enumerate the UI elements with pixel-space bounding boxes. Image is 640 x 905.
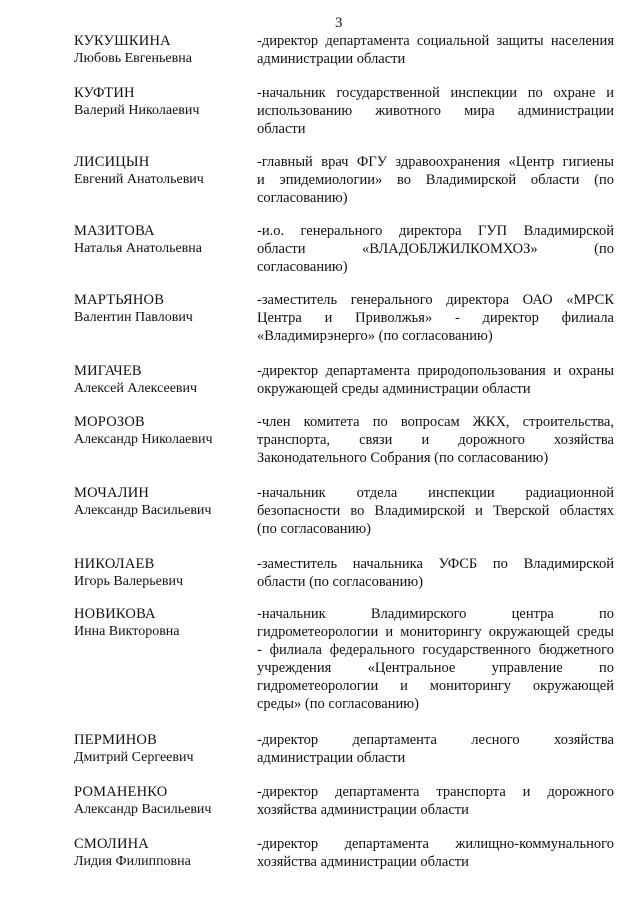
position-line: безопасности во Владимирской и Тверской областях <box>257 503 614 519</box>
member-position <box>257 84 614 138</box>
position-line: окружающей среды администрации области <box>257 381 531 397</box>
member-given-names: Лидия Филипповна <box>74 854 191 869</box>
member-position <box>257 555 614 591</box>
position-line: среды» (по согласованию) <box>257 696 419 712</box>
position-line: администрации области <box>257 51 406 67</box>
member-surname: НОВИКОВА <box>74 606 156 622</box>
position-line: -и.о. генерального директора ГУП Владимирской <box>257 223 614 239</box>
member-name <box>74 783 254 819</box>
position-line: -директор департамента социальной защиты населения <box>257 33 614 49</box>
position-line: транспорта, связи и дорожного хозяйства <box>257 432 614 448</box>
position-line: -директор департамента природопользования и охраны <box>257 363 614 379</box>
member-name <box>74 291 254 327</box>
member-name <box>74 362 254 398</box>
position-line: -начальник отдела инспекции радиационной <box>257 485 614 501</box>
position-line: -заместитель начальника УФСБ по Владимирской <box>257 556 614 572</box>
member-given-names: Любовь Евгеньевна <box>74 51 192 66</box>
page-number: 3 <box>335 15 343 31</box>
member-surname: КУКУШКИНА <box>74 33 171 49</box>
position-line: - филиала федерального государственного бюджетного <box>257 642 614 658</box>
member-given-names: Евгений Анатольевич <box>74 172 204 187</box>
member-given-names: Дмитрий Сергеевич <box>74 750 194 765</box>
member-surname: РОМАНЕНКО <box>74 784 168 800</box>
member-name <box>74 222 254 258</box>
position-line: области <box>257 121 306 137</box>
member-given-names: Наталья Анатольевна <box>74 241 203 256</box>
member-name <box>74 484 254 520</box>
position-line: администрации области <box>257 750 406 766</box>
member-name <box>74 555 254 591</box>
member-position <box>257 783 614 819</box>
position-line: -главный врач ФГУ здравоохранения «Центр гигиены <box>257 154 614 170</box>
position-line: области (по согласованию) <box>257 574 424 590</box>
position-line: учреждения «Центральное управление по <box>257 660 614 676</box>
member-surname: ЛИСИЦЫН <box>74 154 150 170</box>
member-surname: НИКОЛАЕВ <box>74 556 155 572</box>
position-line: хозяйства администрации области <box>257 854 469 870</box>
position-line: -начальник Владимирского центра по <box>257 606 614 622</box>
member-given-names: Валерий Николаевич <box>74 103 200 118</box>
position-line: -директор департамента транспорта и дорожного <box>257 784 614 800</box>
member-surname: ПЕРМИНОВ <box>74 732 157 748</box>
position-line: согласованию) <box>257 190 348 206</box>
position-line: Законодательного Собрания (по согласованию) <box>257 450 549 466</box>
position-line: хозяйства администрации области <box>257 802 469 818</box>
position-line: использованию животного мира администрации <box>257 103 614 119</box>
position-line: -член комитета по вопросам ЖКХ, строительства, <box>257 414 614 430</box>
position-line: «Владимирэнерго» (по согласованию) <box>257 328 493 344</box>
member-name <box>74 413 254 449</box>
member-name <box>74 84 254 120</box>
member-surname: МАЗИТОВА <box>74 223 155 239</box>
member-surname: СМОЛИНА <box>74 836 149 852</box>
position-line: -директор департамента лесного хозяйства <box>257 732 614 748</box>
member-given-names: Игорь Валерьевич <box>74 574 184 589</box>
member-position <box>257 484 614 538</box>
member-position <box>257 32 614 68</box>
position-line: согласованию) <box>257 259 348 275</box>
member-surname: МОЧАЛИН <box>74 485 150 501</box>
member-surname: МОРОЗОВ <box>74 414 145 430</box>
position-line: -начальник государственной инспекции по охране и <box>257 85 614 101</box>
member-given-names: Александр Васильевич <box>74 503 212 518</box>
member-name <box>74 835 254 871</box>
member-name <box>74 731 254 767</box>
member-name <box>74 32 254 68</box>
position-line: и эпидемиологии» во Владимирской области (по <box>257 172 614 188</box>
member-given-names: Александр Васильевич <box>74 802 212 817</box>
member-position <box>257 605 614 713</box>
member-given-names: Александр Николаевич <box>74 432 213 447</box>
position-line: -заместитель генерального директора ОАО «МРСК <box>257 292 614 308</box>
member-name <box>74 605 254 641</box>
member-name <box>74 153 254 189</box>
position-line: области «ВЛАДОБЛЖИЛКОМХОЗ» (по <box>257 241 614 257</box>
member-position <box>257 362 614 398</box>
position-line: гидрометеорологии и мониторингу окружающей <box>257 678 614 694</box>
member-position <box>257 222 614 276</box>
member-given-names: Инна Викторовна <box>74 624 180 639</box>
member-position <box>257 835 614 871</box>
position-line: Центра и Приволжья» - директор филиала <box>257 310 614 326</box>
position-line: (по согласованию) <box>257 521 371 537</box>
member-surname: КУФТИН <box>74 85 135 101</box>
member-given-names: Алексей Алексеевич <box>74 381 198 396</box>
member-position <box>257 413 614 467</box>
member-position <box>257 731 614 767</box>
member-position <box>257 153 614 207</box>
member-surname: МАРТЬЯНОВ <box>74 292 165 308</box>
position-line: гидрометеорологии и мониторингу окружающей среды <box>257 624 614 640</box>
position-line: -директор департамента жилищно-коммунального <box>257 836 614 852</box>
member-given-names: Валентин Павлович <box>74 310 193 325</box>
member-surname: МИГАЧЕВ <box>74 363 142 379</box>
member-position <box>257 291 614 345</box>
